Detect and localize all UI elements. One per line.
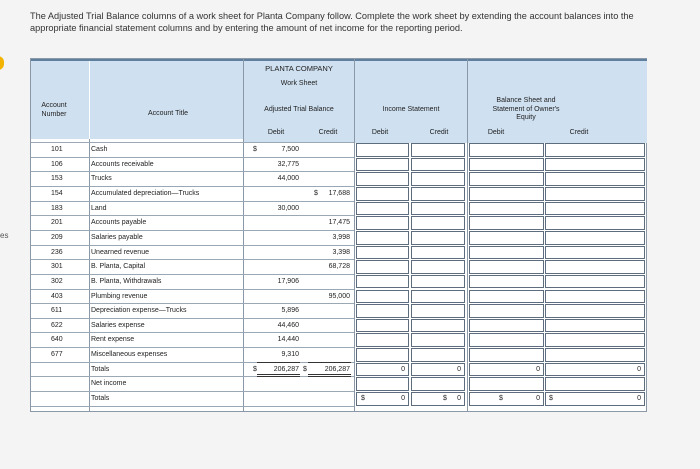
atb-credit-total-dollar: $ [303,365,307,373]
atb-debit-value: 44,460 [277,321,299,329]
is-credit-input[interactable] [411,172,465,186]
bs-credit-input[interactable] [545,260,645,274]
bs-debit-input[interactable] [469,260,544,274]
atb-debit-value: 7,500 [281,146,299,153]
grid-hline [31,259,354,260]
bs-credit-input[interactable] [545,304,645,318]
atb-credit-value: 17,688 [328,189,350,197]
account-title: Miscellaneous expenses [91,351,168,359]
grid-hline [31,303,354,304]
grid-hline [31,157,354,158]
bs-credit-input[interactable] [545,290,645,304]
bs-credit-input[interactable] [545,275,645,289]
is-credit-input[interactable] [411,202,465,216]
is-credit-input[interactable] [411,187,465,201]
bs-credit-total: 0 [637,365,641,373]
is-credit-input[interactable] [411,260,465,274]
header-is-credit: Credit [429,129,449,136]
atb-debit-value: 30,000 [277,204,299,212]
grid-hline [31,274,354,275]
account-title: Trucks [91,175,112,183]
company-name: PLANTA COMPANY [265,64,333,73]
work-sheet [30,58,647,412]
final-dollar-sign: $ [499,395,503,403]
atb-debit-total: 206,287 [273,365,299,373]
header-account-number-area [31,59,89,139]
bs-debit-input[interactable] [469,290,544,304]
account-number: 201 [51,219,63,227]
bs-debit-input[interactable] [469,319,544,333]
final-totals-label: Totals [91,395,110,403]
account-title: Cash [91,146,108,153]
bs-credit-input[interactable] [545,158,645,172]
bs-debit-final-total: 0 [536,395,540,403]
account-title: Accounts payable [91,219,147,227]
instructions-text: The Adjusted Trial Balance columns of a work sheet for Planta Company follow. Complete the work sheet by extending the account balances into the appropriate financial statement columns and by entering the amount of net income for the reporting period. [30,11,634,33]
grid-hline [31,245,354,246]
bs-debit-input[interactable] [469,246,544,260]
atb-credit-value: 3,998 [332,233,350,241]
header-account-title-area [90,59,243,139]
account-title: Accounts receivable [91,160,154,168]
atb-debit-value: 9,310 [281,351,299,359]
grid-hline [31,362,354,363]
totals-label: Totals [91,365,110,373]
grid-hline [31,171,354,172]
account-number: 101 [51,146,63,153]
grid-hline [31,215,354,216]
header-bs-debit: Debit [487,129,505,136]
grid-hline [31,201,354,202]
is-debit-input[interactable] [356,187,409,201]
bs-debit-input[interactable] [469,377,544,391]
atb-credit-dollar-sign: $ [314,189,318,197]
atb-debit-value: 5,896 [281,307,299,315]
bs-debit-input[interactable] [469,304,544,318]
final-dollar-sign: $ [361,395,365,403]
bs-credit-input[interactable] [545,172,645,186]
grid-hline [31,406,354,407]
account-title: Unearned revenue [91,248,149,256]
atb-debit-dollar-sign: $ [253,146,257,153]
is-debit-input[interactable] [356,216,409,230]
is-credit-input[interactable] [411,333,465,347]
atb-credit-value: 95,000 [328,292,350,300]
header-adjusted-trial-balance: Adjusted Trial Balance [264,106,334,113]
account-number: 153 [51,175,63,183]
grid-vline [89,139,90,411]
is-credit-input[interactable] [411,246,465,260]
is-debit-input[interactable] [356,260,409,274]
bs-debit-input[interactable] [469,202,544,216]
is-credit-input[interactable] [411,348,465,362]
header-top-bar [31,59,647,61]
bs-debit-input[interactable] [469,158,544,172]
net-income-label: Net income [91,380,127,388]
is-debit-input[interactable] [356,377,409,391]
is-debit-input[interactable] [356,231,409,245]
account-number: 622 [51,321,63,329]
bs-credit-input[interactable] [545,246,645,260]
account-number: 106 [51,160,63,168]
bs-debit-input[interactable] [469,216,544,230]
is-debit-input[interactable] [356,290,409,304]
is-debit-input[interactable] [356,246,409,260]
account-number: 209 [51,233,63,241]
is-debit-total: 0 [401,365,405,373]
atb-debit-value: 14,440 [277,336,299,344]
bs-credit-input[interactable] [545,202,645,216]
is-debit-input[interactable] [356,333,409,347]
bs-credit-final-total: 0 [637,395,641,403]
bs-credit-input[interactable] [545,143,645,157]
atb-credit-value: 3,398 [332,248,350,256]
atb-credit-underline [308,362,351,363]
bs-debit-input[interactable] [469,275,544,289]
is-credit-total: 0 [457,365,461,373]
account-number: 677 [51,351,63,359]
grid-hline [31,318,354,319]
left-edge-marker [0,56,4,70]
header-account-number: Account Number [41,102,67,118]
is-credit-input[interactable] [411,158,465,172]
atb-credit-total: 206,287 [324,365,350,373]
header-account-title: Account Title [147,110,189,117]
grid-hline [31,376,354,377]
is-debit-input[interactable] [356,275,409,289]
bs-credit-input[interactable] [545,216,645,230]
account-number: 183 [51,204,63,212]
header-income-statement: Income Statement [382,106,440,113]
header-is-debit: Debit [371,129,389,136]
bs-debit-total: 0 [536,365,540,373]
bs-credit-input[interactable] [545,377,645,391]
bs-debit-input[interactable] [469,231,544,245]
is-credit-input[interactable] [411,304,465,318]
bs-credit-input[interactable] [545,333,645,347]
account-title: B. Planta, Withdrawals [91,277,162,285]
atb-credit-value: 68,728 [328,263,350,271]
is-credit-input[interactable] [411,377,465,391]
is-credit-input[interactable] [411,143,465,157]
bs-debit-input[interactable] [469,172,544,186]
is-debit-input[interactable] [356,304,409,318]
is-debit-input[interactable] [356,158,409,172]
bs-debit-input[interactable] [469,333,544,347]
atb-debit-underline [257,362,300,363]
grid-hline [31,142,354,143]
grid-hline [31,289,354,290]
worksheet-subtitle: Work Sheet [280,80,318,87]
is-credit-input[interactable] [411,275,465,289]
account-title: Land [91,204,107,212]
is-debit-input[interactable] [356,348,409,362]
bs-credit-input[interactable] [545,319,645,333]
account-title: Rent expense [91,336,135,344]
bs-debit-input[interactable] [469,143,544,157]
account-title: Plumbing revenue [91,292,148,300]
account-number: 301 [51,263,63,271]
bs-credit-input[interactable] [545,187,645,201]
header-atb-credit: Credit [318,129,338,136]
is-credit-input[interactable] [411,216,465,230]
atb-debit-value: 17,906 [277,277,299,285]
is-credit-final-total: 0 [457,395,461,403]
bs-debit-input[interactable] [469,348,544,362]
is-credit-input[interactable] [411,231,465,245]
atb-credit-value: 17,475 [328,219,350,227]
account-title: Depreciation expense—Trucks [91,307,187,315]
edge-text: es [0,231,9,240]
account-number: 154 [51,189,63,197]
atb-credit-double-underline [308,374,351,377]
account-number: 611 [51,307,63,315]
is-credit-input[interactable] [411,290,465,304]
grid-vline [467,59,468,411]
is-debit-input[interactable] [356,202,409,216]
account-title: Salaries payable [91,233,143,241]
is-debit-final-total: 0 [401,395,405,403]
account-number: 640 [51,336,63,344]
atb-debit-total-dollar: $ [253,365,257,373]
grid-vline [354,59,355,411]
atb-debit-value: 44,000 [277,175,299,183]
bs-credit-input[interactable] [545,231,645,245]
is-debit-input[interactable] [356,319,409,333]
final-dollar-sign: $ [549,395,553,403]
account-number: 236 [51,248,63,256]
grid-hline [31,391,354,392]
header-bs-credit: Credit [569,129,589,136]
account-title: Accumulated depreciation—Trucks [91,189,200,197]
account-number: 302 [51,277,63,285]
account-number: 403 [51,292,63,300]
grid-hline [31,332,354,333]
is-debit-input[interactable] [356,143,409,157]
bs-credit-input[interactable] [545,348,645,362]
atb-debit-double-underline [257,374,300,377]
is-debit-input[interactable] [356,172,409,186]
final-dollar-sign: $ [443,395,447,403]
grid-hline [31,347,354,348]
header-atb-debit: Debit [267,129,285,136]
grid-vline [243,59,244,411]
grid-hline [31,186,354,187]
account-title: B. Planta, Capital [91,263,146,271]
account-title: Salaries expense [91,321,145,329]
is-credit-input[interactable] [411,319,465,333]
header-balance-sheet: Balance Sheet and Statement of Owner's Equity [492,97,560,121]
grid-hline [31,230,354,231]
bs-debit-input[interactable] [469,187,544,201]
atb-debit-value: 32,775 [277,160,299,168]
